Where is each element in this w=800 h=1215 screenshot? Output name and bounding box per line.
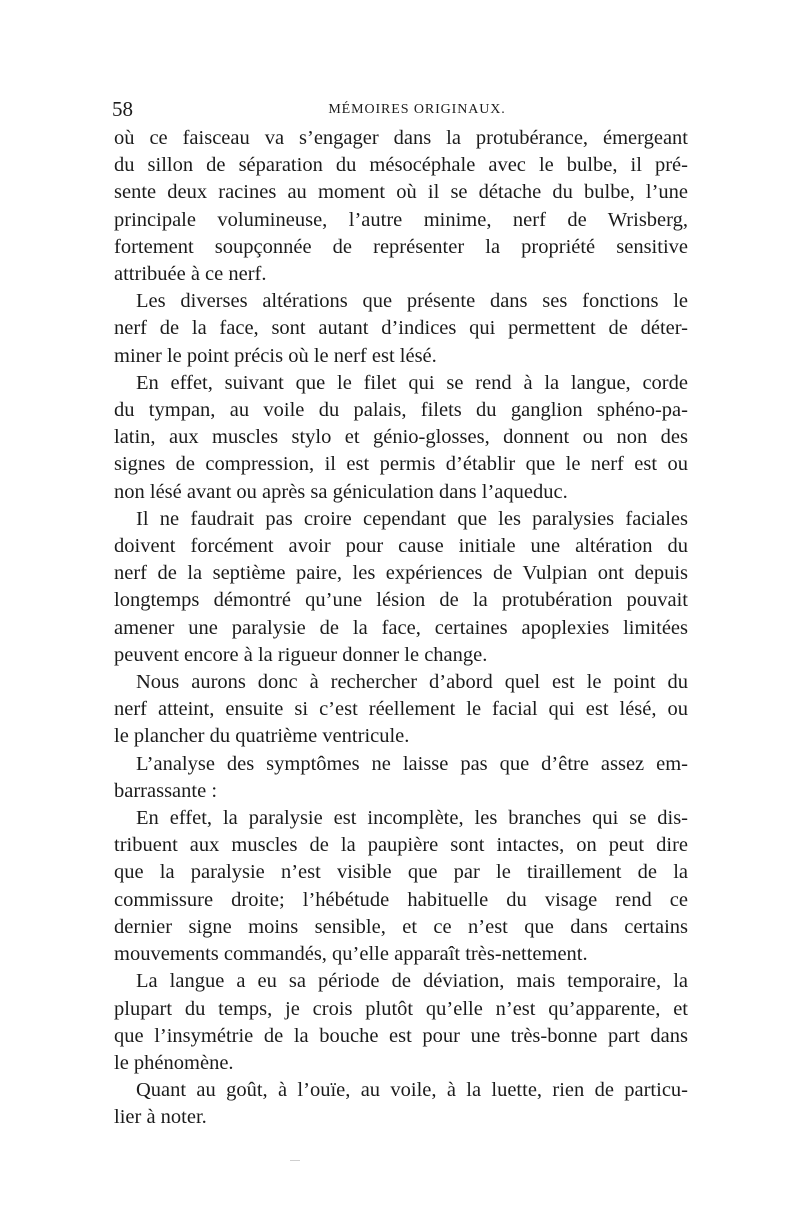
text-line: fortement soupçonnée de représenter la propriété sensitive: [114, 235, 688, 258]
text-line: que la paralysie n’est visible que par le tiraillement de la: [114, 861, 688, 884]
text-line: que l’insymétrie de la bouche est pour une très-bonne part dans: [114, 1024, 688, 1047]
text-line: amener une paralysie de la face, certaines apoplexies limitées: [114, 616, 688, 639]
text-line: dernier signe moins sensible, et ce n’est que dans certains: [114, 915, 688, 938]
text-line: peuvent encore à la rigueur donner le change.: [114, 643, 488, 666]
paragraph-7: [114, 805, 688, 968]
text-line: commissure droite; l’hébétude habituelle du visage rend ce: [114, 888, 688, 911]
text-line: du tympan, au voile du palais, filets du ganglion sphéno-pa-: [114, 399, 688, 422]
text-line: La langue a eu sa période de déviation, mais temporaire, la: [136, 970, 688, 993]
text-line: nerf atteint, ensuite si c’est réellement le facial qui est lésé, ou: [114, 698, 688, 721]
paragraph-6: [114, 751, 688, 805]
page-number: 58: [112, 97, 133, 121]
text-line: nerf de la face, sont autant d’indices qui permettent de déter-: [114, 317, 688, 340]
text-line: sente deux racines au moment où il se détache du bulbe, l’une: [114, 181, 688, 204]
text-line: Les diverses altérations que présente dans ses fonctions le: [136, 290, 688, 313]
text-line: le plancher du quatrième ventricule.: [114, 725, 410, 748]
text-line: miner le point précis où le nerf est lésé.: [114, 344, 437, 367]
paragraph-5: [114, 669, 688, 751]
text-line: nerf de la septième paire, les expériences de Vulpian ont depuis: [114, 562, 688, 585]
text-line: Nous aurons donc à rechercher d’abord quel est le point du: [136, 671, 688, 694]
text-line: Il ne faudrait pas croire cependant que les paralysies faciales: [136, 507, 688, 530]
text-line: attribuée à ce nerf.: [114, 263, 267, 286]
text-line: non lésé avant ou après sa géniculation dans l’aqueduc.: [114, 480, 568, 503]
text-line: latin, aux muscles stylo et génio-glosses, donnent ou non des: [114, 426, 688, 449]
text-line: du sillon de séparation du mésocéphale avec le bulbe, il pré-: [114, 154, 688, 177]
running-head: [112, 96, 692, 122]
text-line: mouvements commandés, qu’elle apparaît très-nettement.: [114, 943, 588, 966]
text-line: plupart du temps, je crois plutôt qu’elle n’est qu’apparente, et: [114, 997, 688, 1020]
paragraph-8: [114, 968, 688, 1077]
text-line: le phénomène.: [114, 1051, 234, 1074]
text-body: [114, 125, 688, 1132]
paragraph-1: [114, 125, 688, 288]
text-line: où ce faisceau va s’engager dans la protubérance, émergeant: [114, 127, 688, 149]
text-line: En effet, la paralysie est incomplète, les branches qui se dis-: [136, 807, 688, 830]
text-line: En effet, suivant que le filet qui se rend à la langue, corde: [136, 371, 688, 394]
text-line: principale volumineuse, l’autre minime, nerf de Wrisberg,: [114, 208, 688, 231]
text-line: tribuent aux muscles de la paupière sont intactes, on peut dire: [114, 834, 688, 857]
text-line: Quant au goût, à l’ouïe, au voile, à la luette, rien de particu-: [136, 1079, 688, 1102]
paragraph-3: [114, 370, 688, 506]
text-line: longtemps démontré qu’une lésion de la protubération pouvait: [114, 589, 688, 612]
running-title: MÉMOIRES ORIGINAUX.: [328, 102, 506, 117]
printer-mark: [290, 1160, 300, 1161]
text-line: barrassante :: [114, 779, 218, 802]
paragraph-4: [114, 506, 688, 669]
paragraph-2: [114, 288, 688, 370]
text-line: signes de compression, il est permis d’établir que le nerf est ou: [114, 453, 688, 476]
text-line: L’analyse des symptômes ne laisse pas que d’être assez em-: [136, 752, 688, 775]
text-line: doivent forcément avoir pour cause initiale une altération du: [114, 535, 688, 558]
paragraph-9: [114, 1077, 688, 1131]
text-line: lier à noter.: [114, 1106, 207, 1129]
